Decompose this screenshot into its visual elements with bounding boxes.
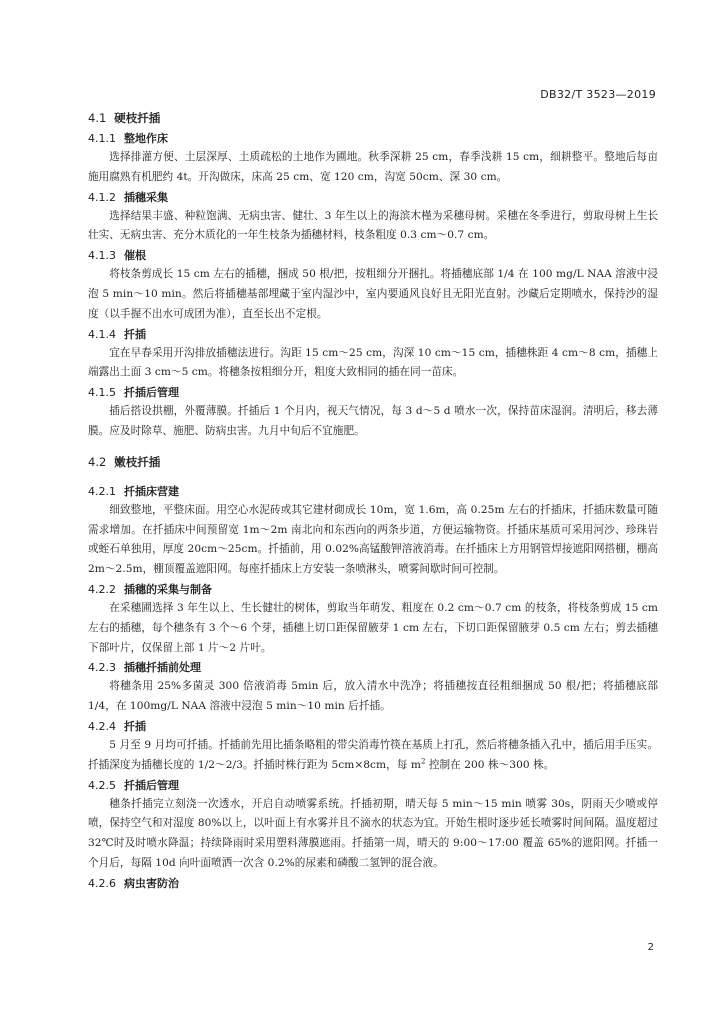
paragraph-4-2-2: 在采穗圃选择 3 年生以上、生长健壮的树体，剪取当年萌发、粗度在 0.2 cm～0.7 cm 的枝条，将枝条剪成 15 cm 左右的插穗，每个穗条有 3 个～6 个芽，插穗上切口距保留腋芽 1 cm 左右，下切口距保留腋芽 0.5 cm 左右；剪去插穗下部叶片，仅保留上部 1 片～2 片叶。 bbox=[88, 601, 658, 654]
subsection-number: 4.2.2 bbox=[88, 582, 116, 596]
subsection-heading-4-1-3 bbox=[88, 246, 658, 265]
paragraph-4-1-3: 将枝条剪成长 15 cm 左右的插穗，捆成 50 根/把，按粗细分开捆扎。将插穗底部 1/4 在 100 mg/L NAA 溶液中浸泡 5 min～10 min。然后将插穗基部埋藏于室内湿沙中，室内要通风良好且无阳光直射。沙藏后定期喷水，保持沙的湿度（以手握不出水可成团为准），直至长出不定根。 bbox=[88, 268, 658, 320]
subsection-title: 整地作床 bbox=[124, 132, 168, 145]
subsection-number: 4.2.1 bbox=[88, 484, 116, 498]
subsection-heading-4-2-4 bbox=[88, 717, 658, 736]
paragraph-4-2-5: 穗条扦插完立刻浇一次透水，开启自动喷雾系统。扦插初期，晴天每 5 min～15 min 喷雾 30s，阴雨天少喷或停喷，保持空气和对湿度 80%以上，以叶面上有水雾并且不滴水的状态为宜。开始生根时逐步延长喷雾时间间隔。温度超过 32℃时及时喷水降温；持续降雨时采用塑料薄膜遮雨。扦插第一周，晴天的 9:00～17:00 覆盖 65%的遮阳网。扦插一个月后，每隔 10d 向叶面喷洒一次含 0.2%的尿素和磷酸二氢钾的混合液。 bbox=[88, 797, 658, 869]
paragraph-text-part: 控制在 200 株～300 株。 bbox=[425, 758, 555, 771]
subsection-heading-4-1-4 bbox=[88, 325, 658, 344]
subsection-number: 4.2.5 bbox=[88, 778, 116, 792]
subsection-heading-4-1-5 bbox=[88, 383, 658, 402]
paragraph-4-1-5: 插后搭设拱棚，外覆薄膜。扦插后 1 个月内，视天气情况，每 3 d～5 d 喷水一次，保持苗床湿润。清明后，移去薄膜。应及时除草、施肥、防病虫害。九月中旬后不宜施肥。 bbox=[88, 405, 658, 437]
paragraph-4-1-4: 宜在早春采用开沟排放插穗法进行。沟距 15 cm～25 cm，沟深 10 cm～15 cm，插穗株距 4 cm～8 cm，插穗上端露出土面 3 cm～5 cm。将穗条按粗细分开，粗度大致相同的插在同一苗床。 bbox=[88, 346, 658, 379]
subsection-number: 4.2.6 bbox=[88, 876, 116, 890]
section-title: 嫩枝扦插 bbox=[114, 454, 161, 469]
subsection-title: 扦插后管理 bbox=[124, 778, 179, 792]
paragraph-4-2-3: 将穗条用 25%多菌灵 300 倍液消毒 5min 后，放入清水中洗净；将插穗按直径粗细捆成 50 根/把；将插穗底部 1/4，在 100mg/L NAA 溶液中浸泡 5 min～10 min 后扦插。 bbox=[88, 680, 658, 713]
subsection-title: 催根 bbox=[124, 249, 146, 263]
subsection-title: 扦插床营建 bbox=[124, 484, 179, 498]
paragraph-4-2-1: 细致整地，平整床面。用空心水泥砖或其它建材砌成长 10m，宽 1.6m，高 0.25m 左右的扦插床，扦插床数量可随需求增加。在扦插床中间预留宽 1m～2m 南北向和东西向的两条步道，方便运输物资。扦插床基质可采用河沙、珍珠岩或蛭石单独用，厚度 20cm～25cm。扦插前，用 0.02%高锰酸钾溶液消毒。在扦插床上方用钢管焊接遮阳网搭棚，棚高 2m～2.5m，棚顶覆盖遮阳网。每座扦插床上方安装一条喷淋头，喷雾间歇时间可控制。 bbox=[88, 503, 658, 576]
subsection-heading-4-1-1 bbox=[88, 129, 658, 148]
subsection-heading-4-2-3 bbox=[88, 658, 658, 677]
subsection-title: 扦插 bbox=[124, 719, 146, 733]
subsection-title: 扦插后管理 bbox=[124, 386, 179, 400]
subsection-number: 4.1.1 bbox=[88, 132, 116, 145]
subsection-title: 插穗扦插前处理 bbox=[124, 661, 201, 675]
subsection-number: 4.1.4 bbox=[88, 327, 116, 341]
paragraph-text-part: 5 月至 9 月均可扦插。扦插前先用比插条略粗的带尖消毒竹筷在基质上打孔，然后将穗条插入孔中，插后用手压实。扦插深度为插穗长度的 1/2～2/3。扦插时株行距为 5cm×8cm，每 m bbox=[88, 738, 658, 771]
subsection-number: 4.2.4 bbox=[88, 719, 116, 733]
subsection-heading-4-2-1 bbox=[88, 482, 658, 501]
page-number: 2 bbox=[647, 942, 654, 953]
subsection-title: 扦插 bbox=[124, 327, 146, 341]
subsection-heading-4-2-6 bbox=[88, 874, 658, 893]
subsection-number: 4.1.2 bbox=[88, 190, 116, 204]
subsection-number: 4.1.3 bbox=[88, 249, 116, 263]
document-code: DB32/T 3523—2019 bbox=[540, 88, 656, 101]
paragraph-4-1-1: 选择排灌方便、土层深厚、土质疏松的土地作为圃地。秋季深耕 25 cm，春季浅耕 15 cm，细耕整平。整地后每亩施用腐熟有机肥约 4t。开沟做床，床高 25 cm、宽 120 cm，沟宽 50cm、深 30 cm。 bbox=[88, 151, 658, 183]
subsection-heading-4-2-5 bbox=[88, 776, 658, 795]
subsection-title: 病虫害防治 bbox=[124, 876, 179, 890]
section-number: 4.2 bbox=[88, 454, 107, 469]
section-heading-4-1 bbox=[88, 108, 658, 128]
subsection-heading-4-1-2 bbox=[88, 188, 658, 207]
section-heading-4-2 bbox=[88, 452, 658, 472]
document-body bbox=[88, 108, 658, 893]
subsection-number: 4.2.3 bbox=[88, 661, 116, 675]
subsection-title: 插穗的采集与制备 bbox=[124, 582, 212, 596]
paragraph-4-2-4 bbox=[88, 736, 658, 776]
subsection-heading-4-2-2 bbox=[88, 580, 658, 599]
subsection-number: 4.1.5 bbox=[88, 386, 116, 400]
superscript: 2 bbox=[420, 757, 426, 766]
section-number: 4.1 bbox=[88, 111, 107, 125]
paragraph-4-1-2: 选择结果丰盛、种粒饱满、无病虫害、健壮、3 年生以上的海滨木槿为采穗母树。采穗在冬季进行，剪取母树上生长壮实、无病虫害、充分木质化的一年生枝条为插穗材料，枝条粗度 0.3 cm～0.7 cm。 bbox=[88, 209, 658, 242]
section-title: 硬枝扦插 bbox=[114, 111, 161, 125]
subsection-title: 插穗采集 bbox=[124, 190, 168, 204]
